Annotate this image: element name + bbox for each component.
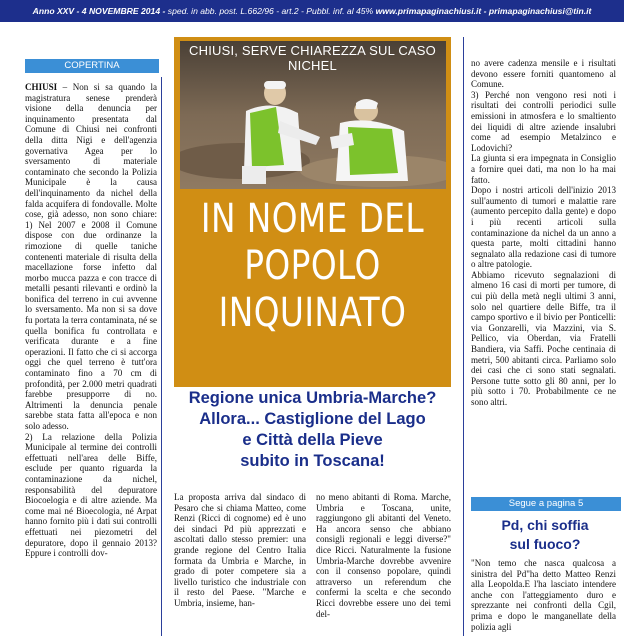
center-article-col-2: no meno abitanti di Roma. Marche, Umbria e Toscana, unite, raggiungono gli abitanti del Veneto. Ha ancora senso che abbiano consigli regionali e leggi diverse?" dice Ricci. Naturalmente la fusione Umbria-Marche dovrebbe avvenire con il consenso popolare, quindi attraverso un referendum che confermi la scelta e che secondo Ricci dovrebbe essere uno dei temi del-	[316, 492, 451, 619]
pd-title-line-1: Pd, chi soffia	[501, 517, 589, 533]
dateline: CHIUSI	[25, 82, 58, 92]
left-column-article	[25, 82, 157, 559]
photo-caption: CHIUSI, SERVE CHIAREZZA SUL CASO NICHEL	[189, 43, 436, 73]
headline-line-2: POPOLO	[244, 243, 381, 289]
subhead-line-2: Allora... Castiglione del Lago	[199, 410, 426, 428]
masthead-text	[0, 0, 624, 22]
right-paragraph-3: La giunta si era impegnata in Consiglio a fornire quei dati, ma non lo ha mai fatto.	[471, 153, 616, 185]
postal-info: sped. in abb. post. L.662/96 - art.2 - Pubbl. inf. al 45%	[167, 6, 374, 16]
left-paragraph-2: 2) La relazione della Polizia Municipale al termine dei controlli effettuati nell'area delle Biffe, esclude per quanto riguarda la contaminazione da nichel, responsabilità del depuratore Biocoelogia e di altre aziende. Ma come mai né Bioecologia, né Arpat hanno fornito più i dati sui controlli effettuati nei piezometri del depuratore, dopo il gennaio 2013? Eppure i controlli dov-	[25, 431, 157, 559]
right-paragraph-5: Abbiamo ricevuto segnalazioni di almeno 16 casi di morti per tumore, di cui più della metà negli ultimi 3 anni, solo nel quartiere delle Biffe, tra il campo sportivo e il bivio per Ponticelli: via Gonzarelli, via Mazzini, via S. Pellico, via Oberdan, via Fratelli Bandiera, via Saffi. Poche centinaia di metri, 500 abitanti circa. Parliamo solo dei casi che ci sono stati segnalati. Persone tutte sotto gli 80 anni, per lo più sotto i 70. Probabilmente ce ne sono altri.	[471, 269, 616, 407]
issue-date: Anno XXV - 4 NOVEMBRE 2014 -	[32, 6, 166, 16]
center-article-col-1: La proposta arriva dal sindaco di Pesaro che si chiama Matteo, come Renzi (Ricci di cognome) ed è uno dei sindaci Pd più apprezzati e ascoltati dallo stesso premier: una grande regione del Centro Italia formata da Umbria e Marche, in grado di poter competere sia a livello turistico che industriale con il resto del Paese. "Marche e Umbria, insieme, han-	[174, 492, 306, 608]
continue-tag[interactable]: Segue a pagina 5	[471, 497, 621, 511]
website[interactable]: www.primapaginachiusi.it - primapaginachiusi@tin.it	[375, 6, 592, 16]
right-column-article	[471, 58, 616, 408]
headline-line-3: INQUINATO	[218, 290, 407, 336]
headline-line-1: IN NOME DEL	[200, 196, 425, 242]
pd-article-text: "Non temo che nasca qualcosa a sinistra del Pd"ha detto Matteo Renzi alla Leopolda.E l'ha lasciato intendere anche con l'atteggiamento duro e sprezzante nei confronti della Cgil, prima e dopo le manganellate della polizia agli	[471, 558, 616, 632]
left-paragraph-1: CHIUSI – Non si sa quando la magistratura senese prenderà visione della denuncia per inquinamento presentata dal Comune di Chiusi nei confronti della ditta Nigi e dell'agenzia governativa Agea per lo sversamento di materiale contaminato che secondo la Polizia Municipale è la causa dell'inquinamento da nichel della falda acquifera di fondovalle. Molte cose, già adesso, non sono chiare: 1) Nel 2007 e 2008 il Comune dispose con due ordinanze la rimozione di quelle taniche contenenti materiale di risulta della macellazione forse infetto dal morbo mucca pazza e con tracce di metalli pesanti rilevanti e ordinò la bonifica del terreno in cui avvenne lo sversamento. Ma non si sa dove fu portata la terra contaminata, né se quella bonifica fu controllata e verificata durante e a fine operazioni. Il fatto che ci si accorga oggi che quel terreno è tutt'ora contaminato fino a 70 cm di profondità, per 2.000 metri quadrati farebbe presupporre di no. Altrimenti la denuncia penale sarebbe stata fatta all'epoca e non solo adesso.	[25, 82, 157, 431]
region-subhead	[174, 388, 451, 472]
subhead-line-3: e Città della Pieve	[242, 431, 383, 449]
main-headline	[199, 196, 426, 337]
right-column-rule	[463, 37, 464, 636]
left-column-rule	[161, 77, 162, 636]
section-tag-copertina: COPERTINA	[25, 59, 159, 73]
right-paragraph-4: Dopo i nostri articoli dell'inizio 2013 sull'aumento di tumori e malattie rare (aumento percepito dalla gente) e dopo i più recenti articoli sulla contaminazione da nichel da un anno a questa parte, molti cittadini hanno segnalato alla redazione casi di tumore o altre patologie.	[471, 185, 616, 270]
right-paragraph-1: no avere cadenza mensile e i risultati devono essere forniti quantomeno al Comune.	[471, 58, 616, 90]
pd-title-line-2: sul fuoco?	[509, 536, 581, 552]
pd-article-title	[470, 516, 620, 554]
subhead-line-1: Regione unica Umbria-Marche?	[188, 389, 437, 407]
right-paragraph-2: 3) Perché non vengono resi noti i risultati dei controlli periodici sulle emissioni in atmosfera e lo smaltiento dei liquidi di altre aziende insalubri come ad esempio Metalzinco e Lodovichi?	[471, 89, 616, 153]
subhead-line-4: subito in Toscana!	[240, 452, 385, 470]
